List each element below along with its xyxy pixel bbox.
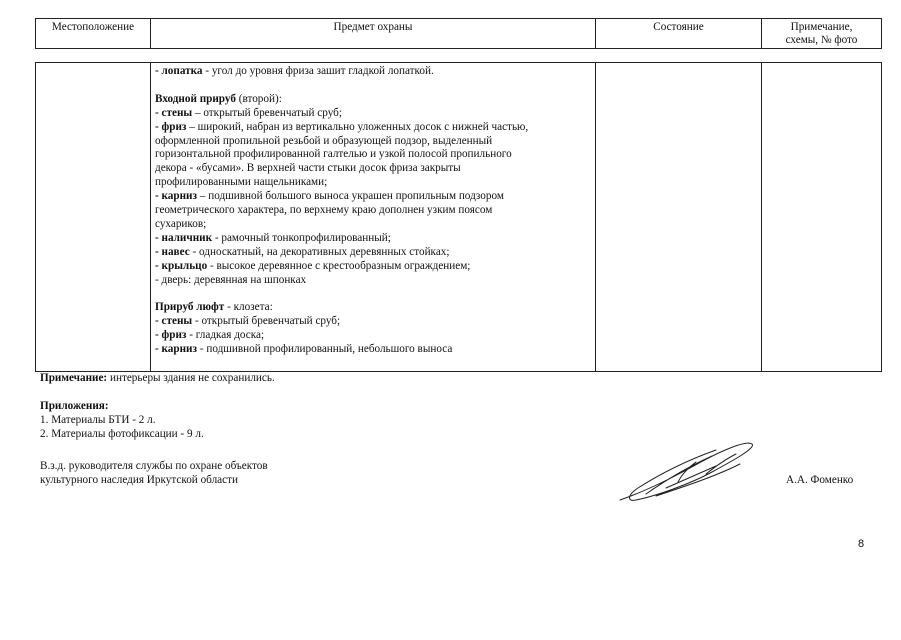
- subject-desc: оформленной пропильной резьбой и образующей подзор, выделенный: [155, 134, 493, 147]
- subject-term: - лопатка: [155, 65, 203, 77]
- subject-desc: - дверь: деревянная на шпонках: [155, 273, 307, 286]
- subject-term: - крыльцо: [155, 259, 208, 272]
- subject-line: [155, 148, 591, 162]
- subject-desc: - рамочный тонкопрофилированный;: [212, 231, 391, 244]
- subject-line: [155, 232, 591, 246]
- subject-desc: - односкатный, на декоративных деревянных стойках;: [189, 245, 450, 258]
- signatory-title: [40, 459, 268, 487]
- subject-line: [155, 218, 591, 232]
- subject-line: [155, 260, 591, 274]
- appendix-item: 2. Материалы фотофиксации - 9 л.: [40, 428, 204, 440]
- subject-desc: - открытый бревенчатый сруб;: [192, 315, 341, 328]
- cell-notes: [762, 63, 881, 371]
- subject-term: - карниз: [155, 190, 198, 203]
- header-notes: [762, 19, 881, 48]
- cell-subject: [151, 63, 596, 371]
- subject-line: [155, 301, 591, 315]
- subject-term: - фриз: [155, 329, 187, 342]
- table-body-row: [35, 62, 882, 372]
- subject-term: Прируб люфт: [155, 301, 225, 314]
- subject-term: - стены: [155, 315, 193, 328]
- subject-desc: - подшивной профилированный, небольшого выноса: [197, 343, 453, 356]
- subject-line: [155, 190, 591, 204]
- subject-line: [155, 176, 591, 190]
- header-notes-line2: схемы, № фото: [785, 34, 858, 46]
- note-text: интерьеры здания не сохранились.: [107, 372, 275, 384]
- subject-desc: профилированными нащельниками;: [155, 176, 328, 189]
- subject-term: - навес: [155, 245, 190, 258]
- subject-line: [155, 65, 591, 79]
- subject-desc: горизонтальной профилированной галтелью и узкой полосой пропильного: [155, 148, 512, 161]
- handwritten-signature: [616, 436, 756, 506]
- subject-line: [155, 329, 591, 343]
- subject-line: [155, 121, 591, 135]
- subject-line: [155, 315, 591, 329]
- subject-desc: - высокое деревянное с крестообразным ограждением;: [207, 259, 471, 272]
- subject-line: [155, 162, 591, 176]
- page-number: 8: [858, 538, 865, 550]
- subject-line: [155, 274, 591, 288]
- table-header: [35, 18, 882, 49]
- subject-desc: - гладкая доска;: [186, 329, 265, 342]
- note-label: Примечание:: [40, 372, 108, 384]
- blank-line: [155, 287, 591, 301]
- appendix-title: Приложения:: [40, 400, 109, 412]
- subject-desc: декора - «бусами». В верхней части стыки досок фриза закрыты: [155, 162, 461, 175]
- cell-location: [36, 63, 151, 371]
- subject-term: - фриз: [155, 120, 187, 133]
- signatory-line1: В.з.д. руководителя службы по охране объектов: [40, 460, 268, 472]
- subject-line: [155, 93, 591, 107]
- subject-desc: (второй):: [235, 92, 282, 105]
- signatory-line2: культурного наследия Иркутской области: [40, 474, 238, 486]
- subject-term: - наличник: [155, 231, 213, 244]
- appendix: [40, 399, 204, 441]
- subject-desc: – подшивной большого выноса украшен пропильным подзором: [197, 190, 504, 203]
- subject-desc: сухариков;: [155, 217, 207, 230]
- header-subject: Предмет охраны: [151, 19, 596, 48]
- subject-line: [155, 135, 591, 149]
- header-location: Местоположение: [36, 19, 151, 48]
- subject-desc: - клозета:: [224, 301, 273, 314]
- interior-note: [40, 371, 275, 385]
- signatory-name: А.А. Фоменко: [786, 474, 854, 486]
- subject-desc: – открытый бревенчатый сруб;: [192, 106, 342, 119]
- cell-condition: [596, 63, 762, 371]
- subject-line: [155, 343, 591, 357]
- header-notes-line1: Примечание,: [790, 21, 853, 33]
- header-condition: Состояние: [596, 19, 762, 48]
- subject-line: [155, 107, 591, 121]
- subject-term: - стены: [155, 106, 193, 119]
- appendix-item: 1. Материалы БТИ - 2 л.: [40, 414, 156, 426]
- subject-line: [155, 246, 591, 260]
- subject-desc: - угол до уровня фриза зашит гладкой лопаткой.: [202, 65, 434, 77]
- subject-line: [155, 204, 591, 218]
- subject-desc: геометрического характера, по верхнему краю дополнен узким поясом: [155, 204, 493, 217]
- blank-line: [155, 79, 591, 93]
- subject-desc: – широкий, набран из вертикально уложенных досок с нижней частью,: [186, 120, 529, 133]
- subject-term: - карниз: [155, 343, 198, 356]
- subject-term: Входной прируб: [155, 92, 236, 105]
